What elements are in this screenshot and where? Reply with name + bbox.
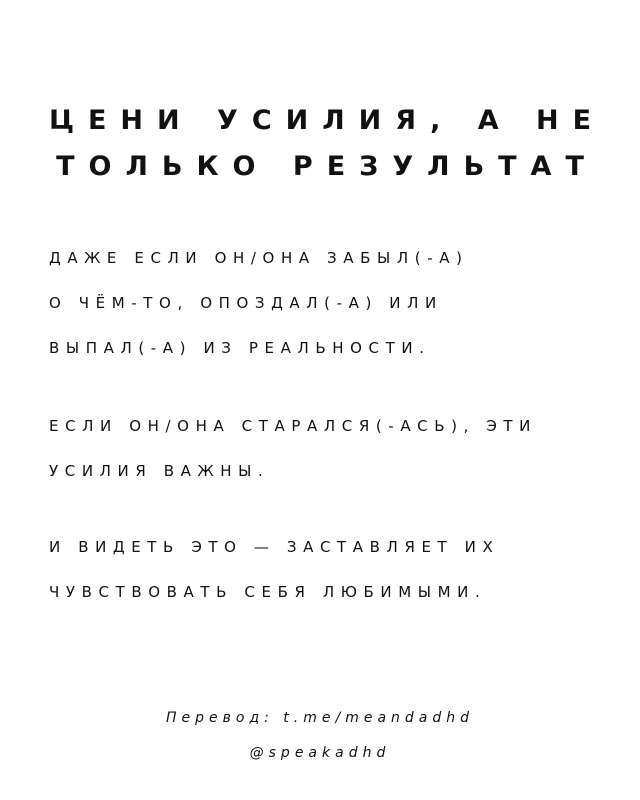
paragraph-line: И ВИДЕТЬ ЭТО — ЗАСТАВЛЯЕТ ИХ [49, 538, 500, 556]
author-handle: @speakadhd [249, 745, 391, 761]
paragraph-2 [49, 404, 629, 494]
page-title [0, 98, 640, 190]
paragraph-line: О ЧЁМ-ТО, ОПОЗДАЛ(-А) ИЛИ [49, 294, 443, 312]
title-line-1: ЦЕНИ УСИЛИЯ, А НЕ [48, 105, 606, 136]
paragraph-line: ЕСЛИ ОН/ОНА СТАРАЛСЯ(-АСЬ), ЭТИ [49, 417, 537, 435]
paragraph-line: ДАЖЕ ЕСЛИ ОН/ОНА ЗАБЫЛ(-А) [49, 249, 469, 267]
paragraph-1 [49, 236, 629, 371]
translation-credit: Перевод: t.me/meandadhd [165, 710, 475, 726]
paragraph-line: УСИЛИЯ ВАЖНЫ. [49, 462, 270, 480]
paragraph-line: ЧУВСТВОВАТЬ СЕБЯ ЛЮБИМЫМИ. [49, 583, 487, 601]
paragraph-3 [49, 525, 629, 615]
title-line-2: ТОЛЬКО РЕЗУЛЬТАТ [56, 151, 598, 182]
paragraph-line: ВЫПАЛ(-А) ИЗ РЕАЛЬНОСТИ. [49, 339, 431, 357]
